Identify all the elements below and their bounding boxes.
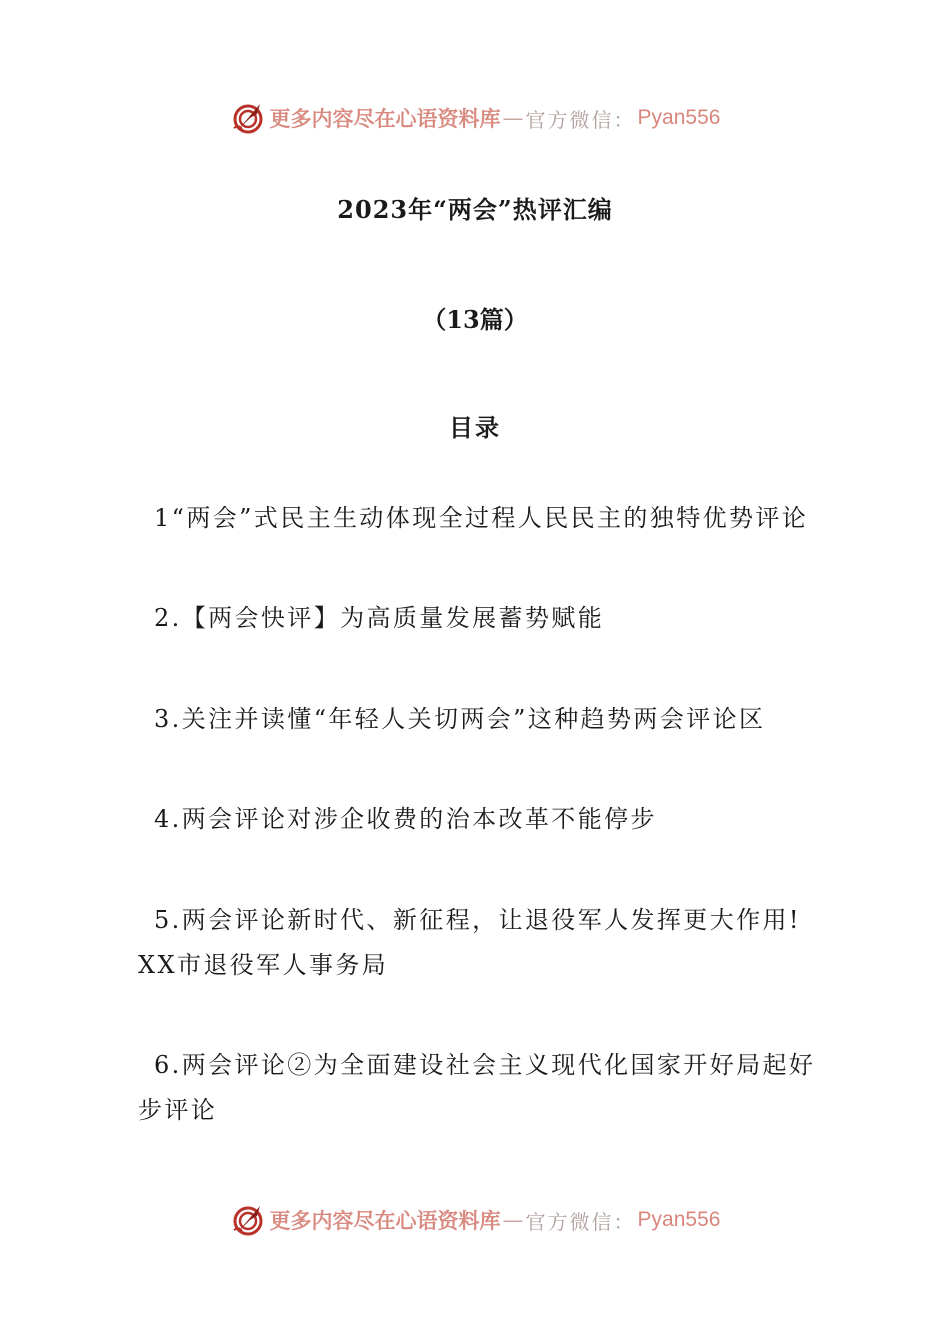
toc-heading: 目录 xyxy=(449,413,501,442)
banner-wechat-id: Pyan556 xyxy=(637,1208,721,1231)
banner-dash: — xyxy=(502,106,524,130)
banner-dash: — xyxy=(502,1208,524,1232)
toc-item: 5.两会评论新时代、新征程，让退役军人发挥更大作用!XX市退役军人事务局 xyxy=(138,906,801,979)
header-banner xyxy=(0,96,950,140)
toc-item: 6.两会评论②为全面建设社会主义现代化国家开好局起好步评论 xyxy=(138,1051,816,1124)
banner-brand-text: 更多内容尽在心语资料库 xyxy=(269,106,501,131)
toc-item: 2.【两会快评】为高质量发展蓄势赋能 xyxy=(154,604,605,632)
document-subtitle: （13篇） xyxy=(422,305,528,334)
toc-item: 3.关注并读懂“年轻人关切两会”这种趋势两会评论区 xyxy=(154,705,766,733)
quill-logo-icon xyxy=(230,1202,266,1238)
banner-brand-text: 更多内容尽在心语资料库 xyxy=(269,1208,501,1233)
banner-wechat-id: Pyan556 xyxy=(637,106,721,129)
banner-wechat-label: 官方微信： xyxy=(525,107,636,132)
banner-wechat-label: 官方微信： xyxy=(525,1209,636,1234)
document-title: 2023年“两会”热评汇编 xyxy=(337,195,613,224)
footer-banner xyxy=(0,1198,950,1242)
quill-logo-icon xyxy=(230,100,266,136)
toc-item: 4.两会评论对涉企收费的治本改革不能停步 xyxy=(154,805,657,833)
toc-item: 1“两会”式民主生动体现全过程人民民主的独特优势评论 xyxy=(154,504,809,532)
